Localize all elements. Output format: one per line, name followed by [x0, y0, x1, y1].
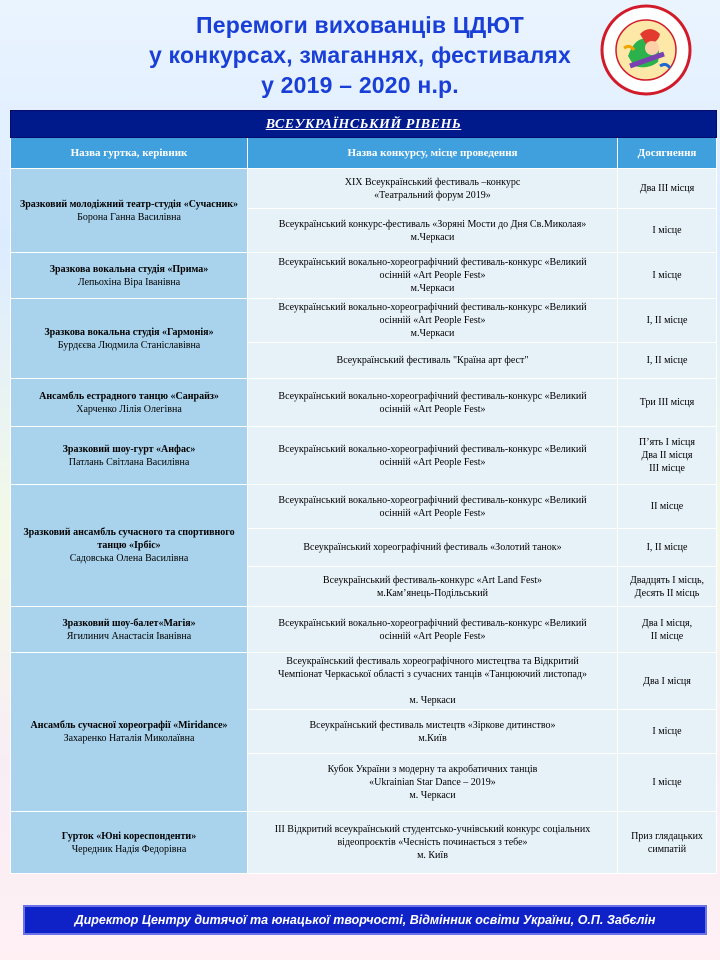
group-cell	[11, 607, 248, 653]
group-leader: Бурдєєва Людмила Станіславівна	[57, 339, 201, 351]
contest-line: м. Черкаси	[409, 695, 456, 706]
contest-line: Всеукраїнський вокально-хореографічний фестиваль-конкурс «Великий	[278, 302, 587, 313]
table-row	[11, 379, 717, 427]
achievement-line: Три ІІІ місця	[639, 397, 695, 408]
contest-line: Всеукраїнський хореографічний фестиваль «Золотий танок»	[303, 542, 562, 553]
table-row	[11, 299, 717, 343]
achievement-line: Два ІІ місця	[641, 450, 693, 461]
achievement-line: симпатій	[647, 843, 687, 855]
contest-line: XIX Всеукраїнський фестиваль –конкурс	[344, 176, 521, 188]
table-row	[11, 169, 717, 209]
achievement-cell	[618, 529, 717, 567]
group-cell	[11, 379, 248, 427]
contest-line: ІІІ Відкритий всеукраїнський студентсько-учнівський конкурс соціальних	[274, 824, 591, 835]
achievement-line: І, ІІ місце	[646, 315, 688, 326]
group-name: Зразкова вокальна студія «Гармонія»	[44, 326, 214, 338]
group-cell	[11, 427, 248, 485]
contest-cell	[248, 607, 618, 653]
contest-line: м.Черкаси	[410, 231, 455, 243]
achievements-table	[10, 110, 717, 874]
contest-line: Всеукраїнський фестиваль хореографічного мистецтва та Відкритий	[286, 656, 579, 667]
contest-line: Всеукраїнський вокально-хореографічний фестиваль-конкурс «Великий	[278, 617, 587, 629]
contest-cell	[248, 253, 618, 299]
table-row	[11, 812, 717, 874]
contest-line: «Театральний форум 2019»	[374, 189, 491, 201]
achievement-cell	[618, 754, 717, 812]
column-header-group: Назва гуртка, керівник	[11, 138, 248, 169]
group-name: Зразковий шоу-балет«Магія»	[62, 617, 196, 629]
achievement-line: ІІ місце	[650, 501, 684, 512]
achievements-table-wrap	[10, 110, 716, 874]
contest-cell	[248, 529, 618, 567]
contest-line: м.Черкаси	[410, 328, 455, 339]
contest-line: осінній «Art People Fest»	[379, 507, 486, 519]
group-cell	[11, 653, 248, 812]
achievement-line: Два І місця,	[641, 617, 693, 629]
achievement-cell	[618, 343, 717, 379]
page-title	[130, 10, 590, 100]
group-leader: Харченко Лілія Олегівна	[76, 403, 182, 415]
achievement-cell	[618, 427, 717, 485]
contest-line: Всеукраїнський фестиваль-конкурс «Art Land Fest»	[322, 574, 543, 586]
contest-line: відеопроєктів «Чесність починається з тебе»	[337, 837, 528, 848]
contest-cell	[248, 812, 618, 874]
contest-line: Кубок України з модерну та акробатичних танців	[327, 764, 538, 775]
achievement-cell	[618, 567, 717, 607]
contest-line: Всеукраїнський фестиваль "Країна арт фест"	[336, 355, 529, 366]
group-leader: Патлань Світлана Василівна	[68, 456, 190, 468]
group-cell	[11, 169, 248, 253]
group-cell	[11, 485, 248, 607]
contest-line: Всеукраїнський вокально-хореографічний фестиваль-конкурс «Великий	[278, 257, 587, 268]
achievement-cell	[618, 299, 717, 343]
achievement-line: І, ІІ місце	[646, 355, 688, 366]
contest-line: осінній «Art People Fest»	[379, 456, 486, 468]
contest-line: Всеукраїнський конкурс-фестиваль «Зоряні Мости до Дня Св.Миколая»	[278, 218, 587, 230]
contest-line: м. Київ	[417, 850, 448, 861]
achievement-line: ІІІ місце	[649, 463, 685, 474]
contest-line	[252, 681, 613, 694]
table-row	[11, 653, 717, 710]
contest-line: м.Кам’янець-Подільський	[376, 587, 488, 599]
contest-line: осінній «Art People Fest»	[379, 315, 486, 326]
achievement-cell	[618, 209, 717, 253]
group-leader: Захаренко Наталія Миколаївна	[63, 733, 195, 744]
group-name: Ансамбль сучасної хореографії «Miridance»	[30, 720, 228, 731]
group-name: Ансамбль естрадного танцю «Санрайз»	[39, 390, 219, 402]
achievement-cell	[618, 653, 717, 710]
achievement-line: І, ІІ місце	[646, 542, 688, 553]
table-row	[11, 253, 717, 299]
contest-line: осінній «Art People Fest»	[379, 630, 486, 642]
table-row	[11, 427, 717, 485]
contest-line: Всеукраїнський вокально-хореографічний фестиваль-конкурс «Великий	[278, 390, 587, 402]
contest-cell	[248, 427, 618, 485]
column-header-contest: Назва конкурсу, місце проведення	[248, 138, 618, 169]
contest-cell	[248, 567, 618, 607]
achievement-cell	[618, 253, 717, 299]
contest-cell	[248, 653, 618, 710]
cdyut-emblem-icon	[600, 4, 692, 96]
achievement-line: І місце	[652, 270, 682, 281]
contest-cell	[248, 485, 618, 529]
achievement-line: І місце	[652, 777, 682, 788]
page-header	[0, 0, 720, 108]
achievement-cell	[618, 169, 717, 209]
title-line: Перемоги вихованців ЦДЮТ	[195, 12, 525, 38]
achievement-line: Двадцять І місць,	[629, 574, 705, 586]
title-line: у 2019 – 2020 н.р.	[261, 72, 459, 98]
achievement-line: Два ІІІ місця	[639, 183, 695, 194]
table-row	[11, 607, 717, 653]
contest-cell	[248, 209, 618, 253]
contest-line: Всеукраїнський фестиваль мистецтв «Зіркове дитинство»	[309, 719, 556, 731]
contest-cell	[248, 710, 618, 754]
group-cell	[11, 812, 248, 874]
group-name: Зразковий ансамбль сучасного та спортивного танцю «Ірбіс»	[23, 527, 235, 551]
title-line: у конкурсах, змаганнях, фестивалях	[148, 42, 572, 68]
contest-line: м.Київ	[418, 732, 447, 744]
achievement-line: Десять ІІ місць	[634, 587, 700, 599]
group-cell	[11, 299, 248, 379]
achievement-line: Приз глядацьких	[631, 830, 703, 842]
group-name: Гурток «Юні кореспонденти»	[61, 830, 197, 842]
contest-line: осінній «Art People Fest»	[379, 403, 486, 415]
level-heading: ВСЕУКРАЇНСЬКИЙ РІВЕНЬ	[11, 111, 717, 138]
contest-line: м.Черкаси	[410, 283, 455, 294]
contest-line: «Ukrainian Star Dance – 2019»	[369, 777, 496, 788]
achievement-cell	[618, 485, 717, 529]
table-row	[11, 485, 717, 529]
achievement-cell	[618, 379, 717, 427]
achievement-cell	[618, 812, 717, 874]
achievement-line: П’ять І місця	[639, 437, 695, 448]
contest-line: Всеукраїнський вокально-хореографічний фестиваль-конкурс «Великий	[278, 443, 587, 455]
group-leader: Чередник Надія Федорівна	[71, 843, 187, 855]
group-leader: Лепьохіна Віра Іванівна	[77, 276, 181, 288]
group-name: Зразковий шоу-гурт «Анфас»	[62, 443, 196, 455]
group-name: Зразкова вокальна студія «Прима»	[49, 263, 209, 275]
achievement-cell	[618, 710, 717, 754]
group-leader: Борона Ганна Василівна	[77, 211, 181, 223]
contest-cell	[248, 299, 618, 343]
contest-line: Всеукраїнський вокально-хореографічний фестиваль-конкурс «Великий	[278, 494, 587, 506]
achievement-cell	[618, 607, 717, 653]
footer-signature: Директор Центру дитячої та юнацької творчості, Відмінник освіти України, О.П. Забєлін	[23, 905, 707, 935]
group-leader: Садовська Олена Василівна	[69, 553, 189, 564]
contest-cell	[248, 169, 618, 209]
achievement-line: Два І місця	[643, 675, 691, 687]
column-header-achievement: Досягнення	[618, 138, 717, 169]
group-leader: Ягилинич Анастасія Іванівна	[66, 630, 192, 642]
contest-line: м. Черкаси	[409, 790, 456, 801]
group-name: Зразковий молодіжний театр-студія «Сучасник»	[19, 198, 239, 210]
contest-cell	[248, 754, 618, 812]
contest-line: осінній «Art People Fest»	[379, 270, 486, 281]
contest-cell	[248, 379, 618, 427]
group-cell	[11, 253, 248, 299]
contest-cell	[248, 343, 618, 379]
achievement-line: ІІ місце	[650, 630, 684, 642]
achievement-line: І місце	[652, 225, 682, 236]
contest-line: Чемпіонат Черкаської області з сучасних танців «Танцюючий листопад»	[277, 669, 588, 680]
achievement-line: І місце	[652, 726, 682, 737]
